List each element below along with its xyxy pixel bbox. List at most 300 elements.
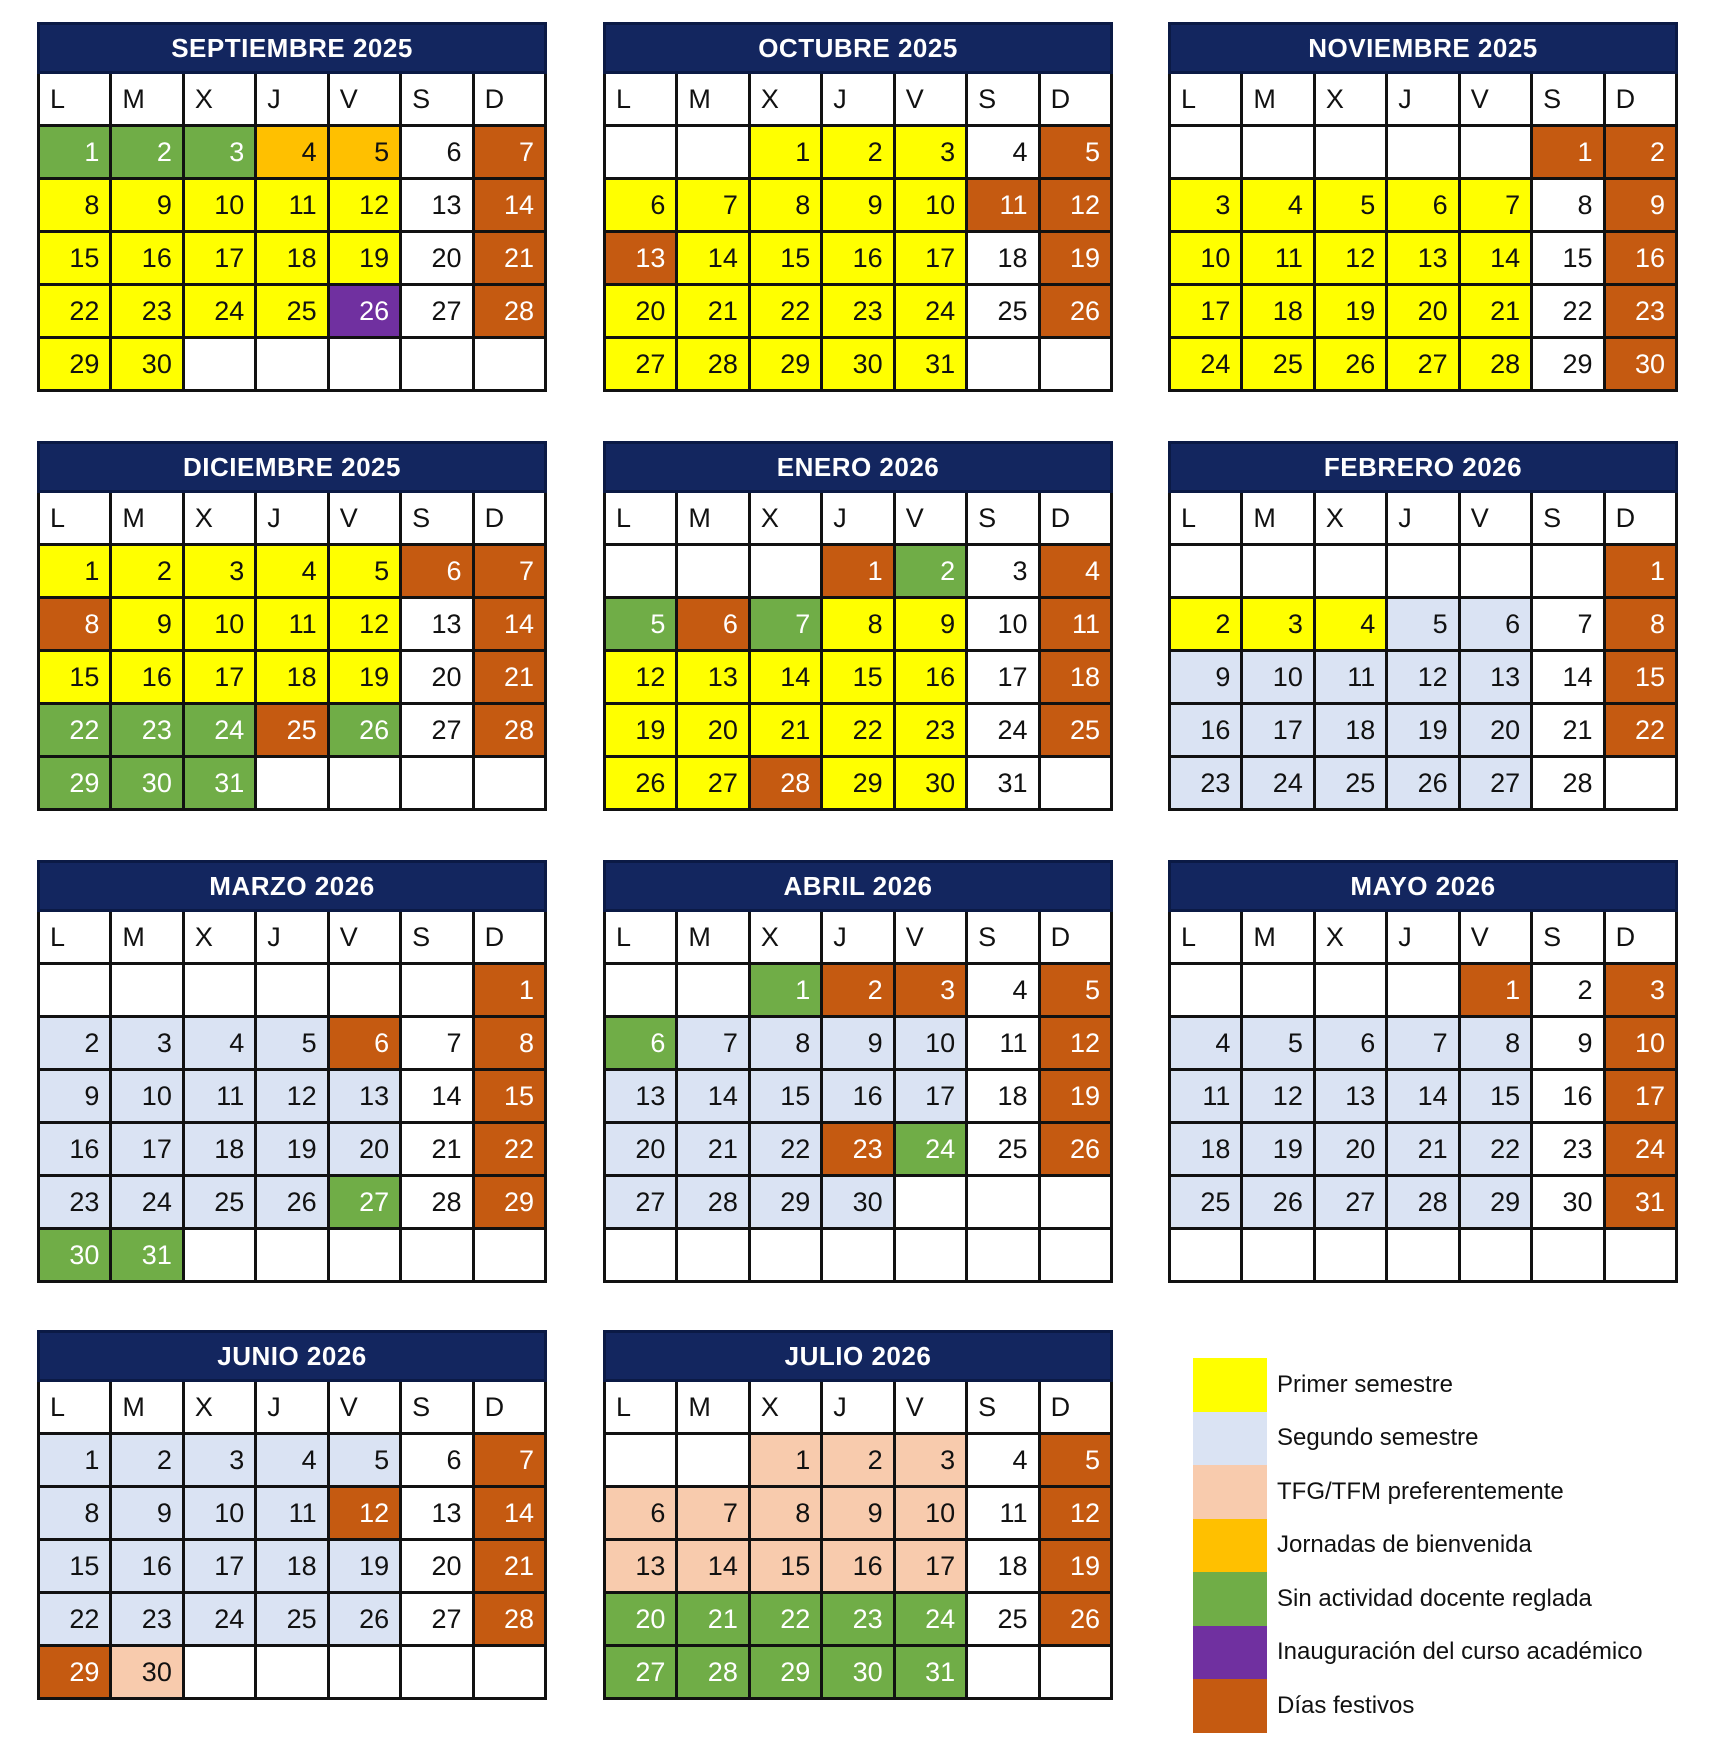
- weekday-header: L: [40, 912, 112, 965]
- legend-swatch: [1193, 1412, 1267, 1466]
- day-cell: 1: [40, 127, 112, 180]
- day-cell: 20: [330, 1124, 402, 1177]
- day-cell: 3: [896, 965, 968, 1018]
- day-cell: 14: [678, 233, 750, 286]
- day-cell: 5: [606, 599, 678, 652]
- day-cell: 24: [185, 1594, 257, 1647]
- weekday-header: V: [330, 493, 402, 546]
- legend-swatch: [1193, 1519, 1267, 1573]
- weekday-header: X: [1316, 493, 1388, 546]
- day-cell: 23: [823, 1124, 895, 1177]
- day-cell: 1: [40, 546, 112, 599]
- day-cell: 4: [1041, 546, 1113, 599]
- day-cell: 25: [257, 1594, 329, 1647]
- empty-cell: [1171, 546, 1243, 599]
- day-cell: 31: [185, 758, 257, 811]
- day-cell: 26: [1388, 758, 1460, 811]
- day-cell: 11: [968, 180, 1040, 233]
- weekday-header: J: [257, 1382, 329, 1435]
- weekday-header: S: [402, 74, 474, 127]
- empty-cell: [1316, 1230, 1388, 1283]
- day-cell: 18: [257, 233, 329, 286]
- day-cell: 24: [896, 1124, 968, 1177]
- day-cell: 6: [330, 1018, 402, 1071]
- empty-cell: [1316, 965, 1388, 1018]
- day-cell: 8: [1461, 1018, 1533, 1071]
- day-cell: 29: [751, 1647, 823, 1700]
- day-cell: 18: [257, 652, 329, 705]
- month-title: ABRIL 2026: [603, 860, 1113, 912]
- day-cell: 12: [257, 1071, 329, 1124]
- legend-label: TFG/TFM preferentemente: [1277, 1477, 1564, 1505]
- day-cell: 29: [751, 339, 823, 392]
- day-cell: 19: [330, 1541, 402, 1594]
- empty-cell: [257, 1230, 329, 1283]
- day-cell: 13: [402, 1488, 474, 1541]
- day-cell: 5: [330, 546, 402, 599]
- weekday-header: M: [112, 912, 184, 965]
- day-cell: 28: [475, 286, 547, 339]
- day-cell: 30: [40, 1230, 112, 1283]
- weekday-header: L: [606, 74, 678, 127]
- empty-cell: [1316, 127, 1388, 180]
- weekday-header: V: [896, 74, 968, 127]
- empty-cell: [402, 965, 474, 1018]
- empty-cell: [330, 758, 402, 811]
- weekday-header: V: [896, 912, 968, 965]
- weekday-header: M: [112, 493, 184, 546]
- day-cell: 7: [402, 1018, 474, 1071]
- weekday-header: D: [1041, 493, 1113, 546]
- day-cell: 11: [1316, 652, 1388, 705]
- legend-item-tfg-tfm: [1193, 1465, 1693, 1519]
- day-cell: 9: [112, 599, 184, 652]
- day-grid: [603, 493, 1113, 811]
- day-cell: 29: [475, 1177, 547, 1230]
- weekday-header: X: [751, 74, 823, 127]
- day-cell: 28: [678, 1177, 750, 1230]
- weekday-header: D: [475, 74, 547, 127]
- day-cell: 22: [751, 286, 823, 339]
- day-cell: 5: [1041, 127, 1113, 180]
- day-cell: 8: [40, 599, 112, 652]
- month-november: [1168, 22, 1678, 392]
- day-cell: 26: [330, 705, 402, 758]
- day-cell: 20: [1461, 705, 1533, 758]
- day-cell: 31: [896, 1647, 968, 1700]
- day-cell: 29: [40, 758, 112, 811]
- day-cell: 2: [823, 127, 895, 180]
- empty-cell: [678, 546, 750, 599]
- day-cell: 3: [896, 1435, 968, 1488]
- day-cell: 6: [402, 546, 474, 599]
- day-cell: 9: [896, 599, 968, 652]
- day-grid: [37, 912, 547, 1283]
- empty-cell: [968, 1647, 1040, 1700]
- empty-cell: [475, 1647, 547, 1700]
- day-cell: 21: [1533, 705, 1605, 758]
- day-cell: 20: [606, 286, 678, 339]
- day-cell: 30: [112, 1647, 184, 1700]
- weekday-header: X: [751, 1382, 823, 1435]
- day-cell: 22: [751, 1124, 823, 1177]
- day-cell: 27: [678, 758, 750, 811]
- day-cell: 17: [185, 652, 257, 705]
- day-cell: 5: [1316, 180, 1388, 233]
- day-cell: 2: [1171, 599, 1243, 652]
- day-cell: 15: [1533, 233, 1605, 286]
- legend-item-dias-festivos: [1193, 1679, 1693, 1733]
- weekday-header: J: [257, 74, 329, 127]
- day-cell: 23: [823, 286, 895, 339]
- day-cell: 14: [1533, 652, 1605, 705]
- empty-cell: [112, 965, 184, 1018]
- day-cell: 1: [1533, 127, 1605, 180]
- empty-cell: [606, 127, 678, 180]
- weekday-header: V: [330, 74, 402, 127]
- empty-cell: [475, 758, 547, 811]
- day-cell: 12: [330, 180, 402, 233]
- day-cell: 21: [678, 1594, 750, 1647]
- month-title: MARZO 2026: [37, 860, 547, 912]
- empty-cell: [1533, 1230, 1605, 1283]
- legend-swatch: [1193, 1358, 1267, 1412]
- day-cell: 7: [1533, 599, 1605, 652]
- weekday-header: X: [185, 74, 257, 127]
- day-cell: 3: [185, 1435, 257, 1488]
- empty-cell: [1388, 546, 1460, 599]
- empty-cell: [330, 965, 402, 1018]
- day-cell: 31: [112, 1230, 184, 1283]
- day-cell: 13: [606, 1071, 678, 1124]
- weekday-header: D: [475, 493, 547, 546]
- day-cell: 21: [1461, 286, 1533, 339]
- day-cell: 21: [751, 705, 823, 758]
- empty-cell: [330, 1647, 402, 1700]
- legend-item-jornadas-bienvenida: [1193, 1519, 1693, 1573]
- day-cell: 3: [896, 127, 968, 180]
- day-cell: 10: [112, 1071, 184, 1124]
- day-cell: 6: [606, 1018, 678, 1071]
- day-cell: 16: [112, 1541, 184, 1594]
- day-cell: 18: [1316, 705, 1388, 758]
- legend-item-segundo-semestre: [1193, 1412, 1693, 1466]
- legend-item-inauguracion: [1193, 1626, 1693, 1680]
- day-cell: 20: [606, 1124, 678, 1177]
- day-cell: 15: [40, 233, 112, 286]
- empty-cell: [1243, 965, 1315, 1018]
- day-cell: 30: [823, 1647, 895, 1700]
- weekday-header: X: [1316, 74, 1388, 127]
- day-cell: 25: [968, 1594, 1040, 1647]
- day-cell: 24: [112, 1177, 184, 1230]
- empty-cell: [1041, 758, 1113, 811]
- day-cell: 17: [1171, 286, 1243, 339]
- day-cell: 30: [896, 758, 968, 811]
- weekday-header: M: [112, 1382, 184, 1435]
- day-cell: 26: [330, 286, 402, 339]
- weekday-header: L: [606, 1382, 678, 1435]
- day-cell: 26: [606, 758, 678, 811]
- day-cell: 18: [1243, 286, 1315, 339]
- empty-cell: [678, 1230, 750, 1283]
- day-cell: 3: [185, 127, 257, 180]
- day-cell: 12: [1316, 233, 1388, 286]
- day-cell: 19: [1041, 233, 1113, 286]
- day-cell: 28: [678, 339, 750, 392]
- day-cell: 28: [1533, 758, 1605, 811]
- day-cell: 17: [968, 652, 1040, 705]
- day-cell: 9: [112, 180, 184, 233]
- weekday-header: V: [1461, 493, 1533, 546]
- empty-cell: [751, 1230, 823, 1283]
- day-cell: 4: [1243, 180, 1315, 233]
- day-cell: 8: [40, 180, 112, 233]
- day-cell: 26: [1041, 286, 1113, 339]
- day-cell: 17: [185, 1541, 257, 1594]
- month-title: JUNIO 2026: [37, 1330, 547, 1382]
- day-cell: 7: [1388, 1018, 1460, 1071]
- weekday-header: S: [968, 912, 1040, 965]
- month-title: SEPTIEMBRE 2025: [37, 22, 547, 74]
- day-cell: 24: [185, 286, 257, 339]
- weekday-header: D: [1041, 912, 1113, 965]
- day-cell: 17: [896, 233, 968, 286]
- day-cell: 19: [606, 705, 678, 758]
- day-cell: 9: [1171, 652, 1243, 705]
- day-cell: 28: [475, 705, 547, 758]
- empty-cell: [1388, 1230, 1460, 1283]
- day-cell: 20: [1388, 286, 1460, 339]
- empty-cell: [257, 758, 329, 811]
- day-grid: [1168, 912, 1678, 1283]
- day-cell: 4: [1171, 1018, 1243, 1071]
- empty-cell: [1533, 546, 1605, 599]
- day-cell: 13: [402, 180, 474, 233]
- empty-cell: [1388, 965, 1460, 1018]
- day-cell: 26: [257, 1177, 329, 1230]
- day-cell: 23: [1606, 286, 1678, 339]
- weekday-header: D: [1041, 74, 1113, 127]
- empty-cell: [896, 1230, 968, 1283]
- empty-cell: [185, 1230, 257, 1283]
- legend-label: Inauguración del curso académico: [1277, 1638, 1643, 1666]
- day-cell: 26: [330, 1594, 402, 1647]
- day-cell: 18: [257, 1541, 329, 1594]
- day-cell: 2: [896, 546, 968, 599]
- day-cell: 16: [823, 1071, 895, 1124]
- empty-cell: [1243, 127, 1315, 180]
- day-cell: 7: [678, 1488, 750, 1541]
- day-cell: 13: [1388, 233, 1460, 286]
- day-cell: 5: [1041, 1435, 1113, 1488]
- day-cell: 8: [751, 180, 823, 233]
- empty-cell: [1606, 758, 1678, 811]
- empty-cell: [1461, 127, 1533, 180]
- day-cell: 7: [678, 1018, 750, 1071]
- month-june: [37, 1330, 547, 1700]
- day-cell: 20: [402, 652, 474, 705]
- weekday-header: J: [823, 912, 895, 965]
- day-cell: 28: [475, 1594, 547, 1647]
- day-cell: 9: [1606, 180, 1678, 233]
- weekday-header: X: [751, 912, 823, 965]
- day-cell: 15: [1606, 652, 1678, 705]
- day-grid: [603, 1382, 1113, 1700]
- day-cell: 20: [606, 1594, 678, 1647]
- weekday-header: V: [330, 1382, 402, 1435]
- weekday-header: L: [1171, 74, 1243, 127]
- day-cell: 7: [678, 180, 750, 233]
- empty-cell: [330, 339, 402, 392]
- weekday-header: D: [1041, 1382, 1113, 1435]
- day-cell: 11: [1243, 233, 1315, 286]
- month-december: [37, 441, 547, 811]
- day-cell: 19: [1388, 705, 1460, 758]
- empty-cell: [1041, 339, 1113, 392]
- weekday-header: L: [606, 912, 678, 965]
- day-cell: 2: [112, 1435, 184, 1488]
- weekday-header: V: [1461, 74, 1533, 127]
- empty-cell: [1388, 127, 1460, 180]
- day-cell: 11: [1041, 599, 1113, 652]
- day-cell: 23: [112, 705, 184, 758]
- day-cell: 29: [40, 1647, 112, 1700]
- month-april: [603, 860, 1113, 1283]
- day-cell: 15: [751, 233, 823, 286]
- day-cell: 12: [606, 652, 678, 705]
- empty-cell: [1461, 1230, 1533, 1283]
- month-may: [1168, 860, 1678, 1283]
- day-cell: 5: [1388, 599, 1460, 652]
- empty-cell: [257, 1647, 329, 1700]
- empty-cell: [185, 1647, 257, 1700]
- empty-cell: [606, 1230, 678, 1283]
- day-cell: 2: [112, 546, 184, 599]
- empty-cell: [1041, 1177, 1113, 1230]
- day-cell: 22: [40, 286, 112, 339]
- empty-cell: [1041, 1230, 1113, 1283]
- weekday-header: M: [1243, 493, 1315, 546]
- empty-cell: [330, 1230, 402, 1283]
- day-cell: 6: [606, 180, 678, 233]
- day-cell: 24: [896, 1594, 968, 1647]
- empty-cell: [968, 1230, 1040, 1283]
- legend: [1193, 1358, 1693, 1733]
- day-cell: 6: [1388, 180, 1460, 233]
- day-cell: 25: [968, 286, 1040, 339]
- empty-cell: [606, 546, 678, 599]
- day-cell: 28: [1461, 339, 1533, 392]
- day-cell: 24: [1171, 339, 1243, 392]
- day-cell: 8: [1606, 599, 1678, 652]
- day-cell: 8: [475, 1018, 547, 1071]
- empty-cell: [1171, 127, 1243, 180]
- day-cell: 31: [968, 758, 1040, 811]
- day-cell: 18: [185, 1124, 257, 1177]
- empty-cell: [475, 339, 547, 392]
- day-cell: 14: [1388, 1071, 1460, 1124]
- day-cell: 10: [968, 599, 1040, 652]
- day-cell: 4: [257, 127, 329, 180]
- day-cell: 19: [1041, 1541, 1113, 1594]
- day-cell: 25: [1243, 339, 1315, 392]
- day-cell: 27: [1316, 1177, 1388, 1230]
- day-cell: 11: [185, 1071, 257, 1124]
- legend-swatch: [1193, 1572, 1267, 1626]
- day-cell: 1: [475, 965, 547, 1018]
- day-cell: 21: [475, 233, 547, 286]
- day-cell: 27: [606, 1647, 678, 1700]
- day-cell: 19: [1243, 1124, 1315, 1177]
- day-cell: 24: [1606, 1124, 1678, 1177]
- day-grid: [1168, 493, 1678, 811]
- day-cell: 29: [823, 758, 895, 811]
- day-cell: 10: [185, 1488, 257, 1541]
- month-july: [603, 1330, 1113, 1700]
- day-cell: 4: [968, 1435, 1040, 1488]
- weekday-header: D: [1606, 912, 1678, 965]
- day-cell: 13: [1316, 1071, 1388, 1124]
- day-cell: 22: [1461, 1124, 1533, 1177]
- day-cell: 1: [751, 127, 823, 180]
- day-cell: 31: [896, 339, 968, 392]
- empty-cell: [402, 1647, 474, 1700]
- day-cell: 29: [40, 339, 112, 392]
- day-cell: 28: [402, 1177, 474, 1230]
- day-cell: 10: [896, 1488, 968, 1541]
- weekday-header: L: [1171, 912, 1243, 965]
- empty-cell: [402, 1230, 474, 1283]
- day-cell: 22: [751, 1594, 823, 1647]
- weekday-header: J: [257, 912, 329, 965]
- day-cell: 10: [185, 599, 257, 652]
- day-cell: 27: [402, 286, 474, 339]
- month-march: [37, 860, 547, 1283]
- day-cell: 21: [475, 652, 547, 705]
- day-cell: 15: [40, 1541, 112, 1594]
- weekday-header: X: [185, 493, 257, 546]
- day-cell: 14: [475, 1488, 547, 1541]
- weekday-header: M: [678, 912, 750, 965]
- day-cell: 7: [751, 599, 823, 652]
- day-cell: 21: [678, 1124, 750, 1177]
- empty-cell: [1461, 546, 1533, 599]
- day-cell: 3: [968, 546, 1040, 599]
- day-cell: 20: [678, 705, 750, 758]
- empty-cell: [606, 1435, 678, 1488]
- weekday-header: M: [112, 74, 184, 127]
- day-grid: [603, 74, 1113, 392]
- day-cell: 15: [751, 1071, 823, 1124]
- day-cell: 8: [40, 1488, 112, 1541]
- day-cell: 2: [823, 965, 895, 1018]
- empty-cell: [968, 1177, 1040, 1230]
- empty-cell: [185, 339, 257, 392]
- day-cell: 15: [1461, 1071, 1533, 1124]
- month-october: [603, 22, 1113, 392]
- day-cell: 11: [257, 1488, 329, 1541]
- day-cell: 23: [1171, 758, 1243, 811]
- day-cell: 31: [1606, 1177, 1678, 1230]
- day-cell: 18: [968, 1071, 1040, 1124]
- day-cell: 5: [330, 127, 402, 180]
- weekday-header: X: [185, 1382, 257, 1435]
- day-cell: 16: [823, 233, 895, 286]
- day-cell: 1: [823, 546, 895, 599]
- month-january: [603, 441, 1113, 811]
- day-cell: 10: [185, 180, 257, 233]
